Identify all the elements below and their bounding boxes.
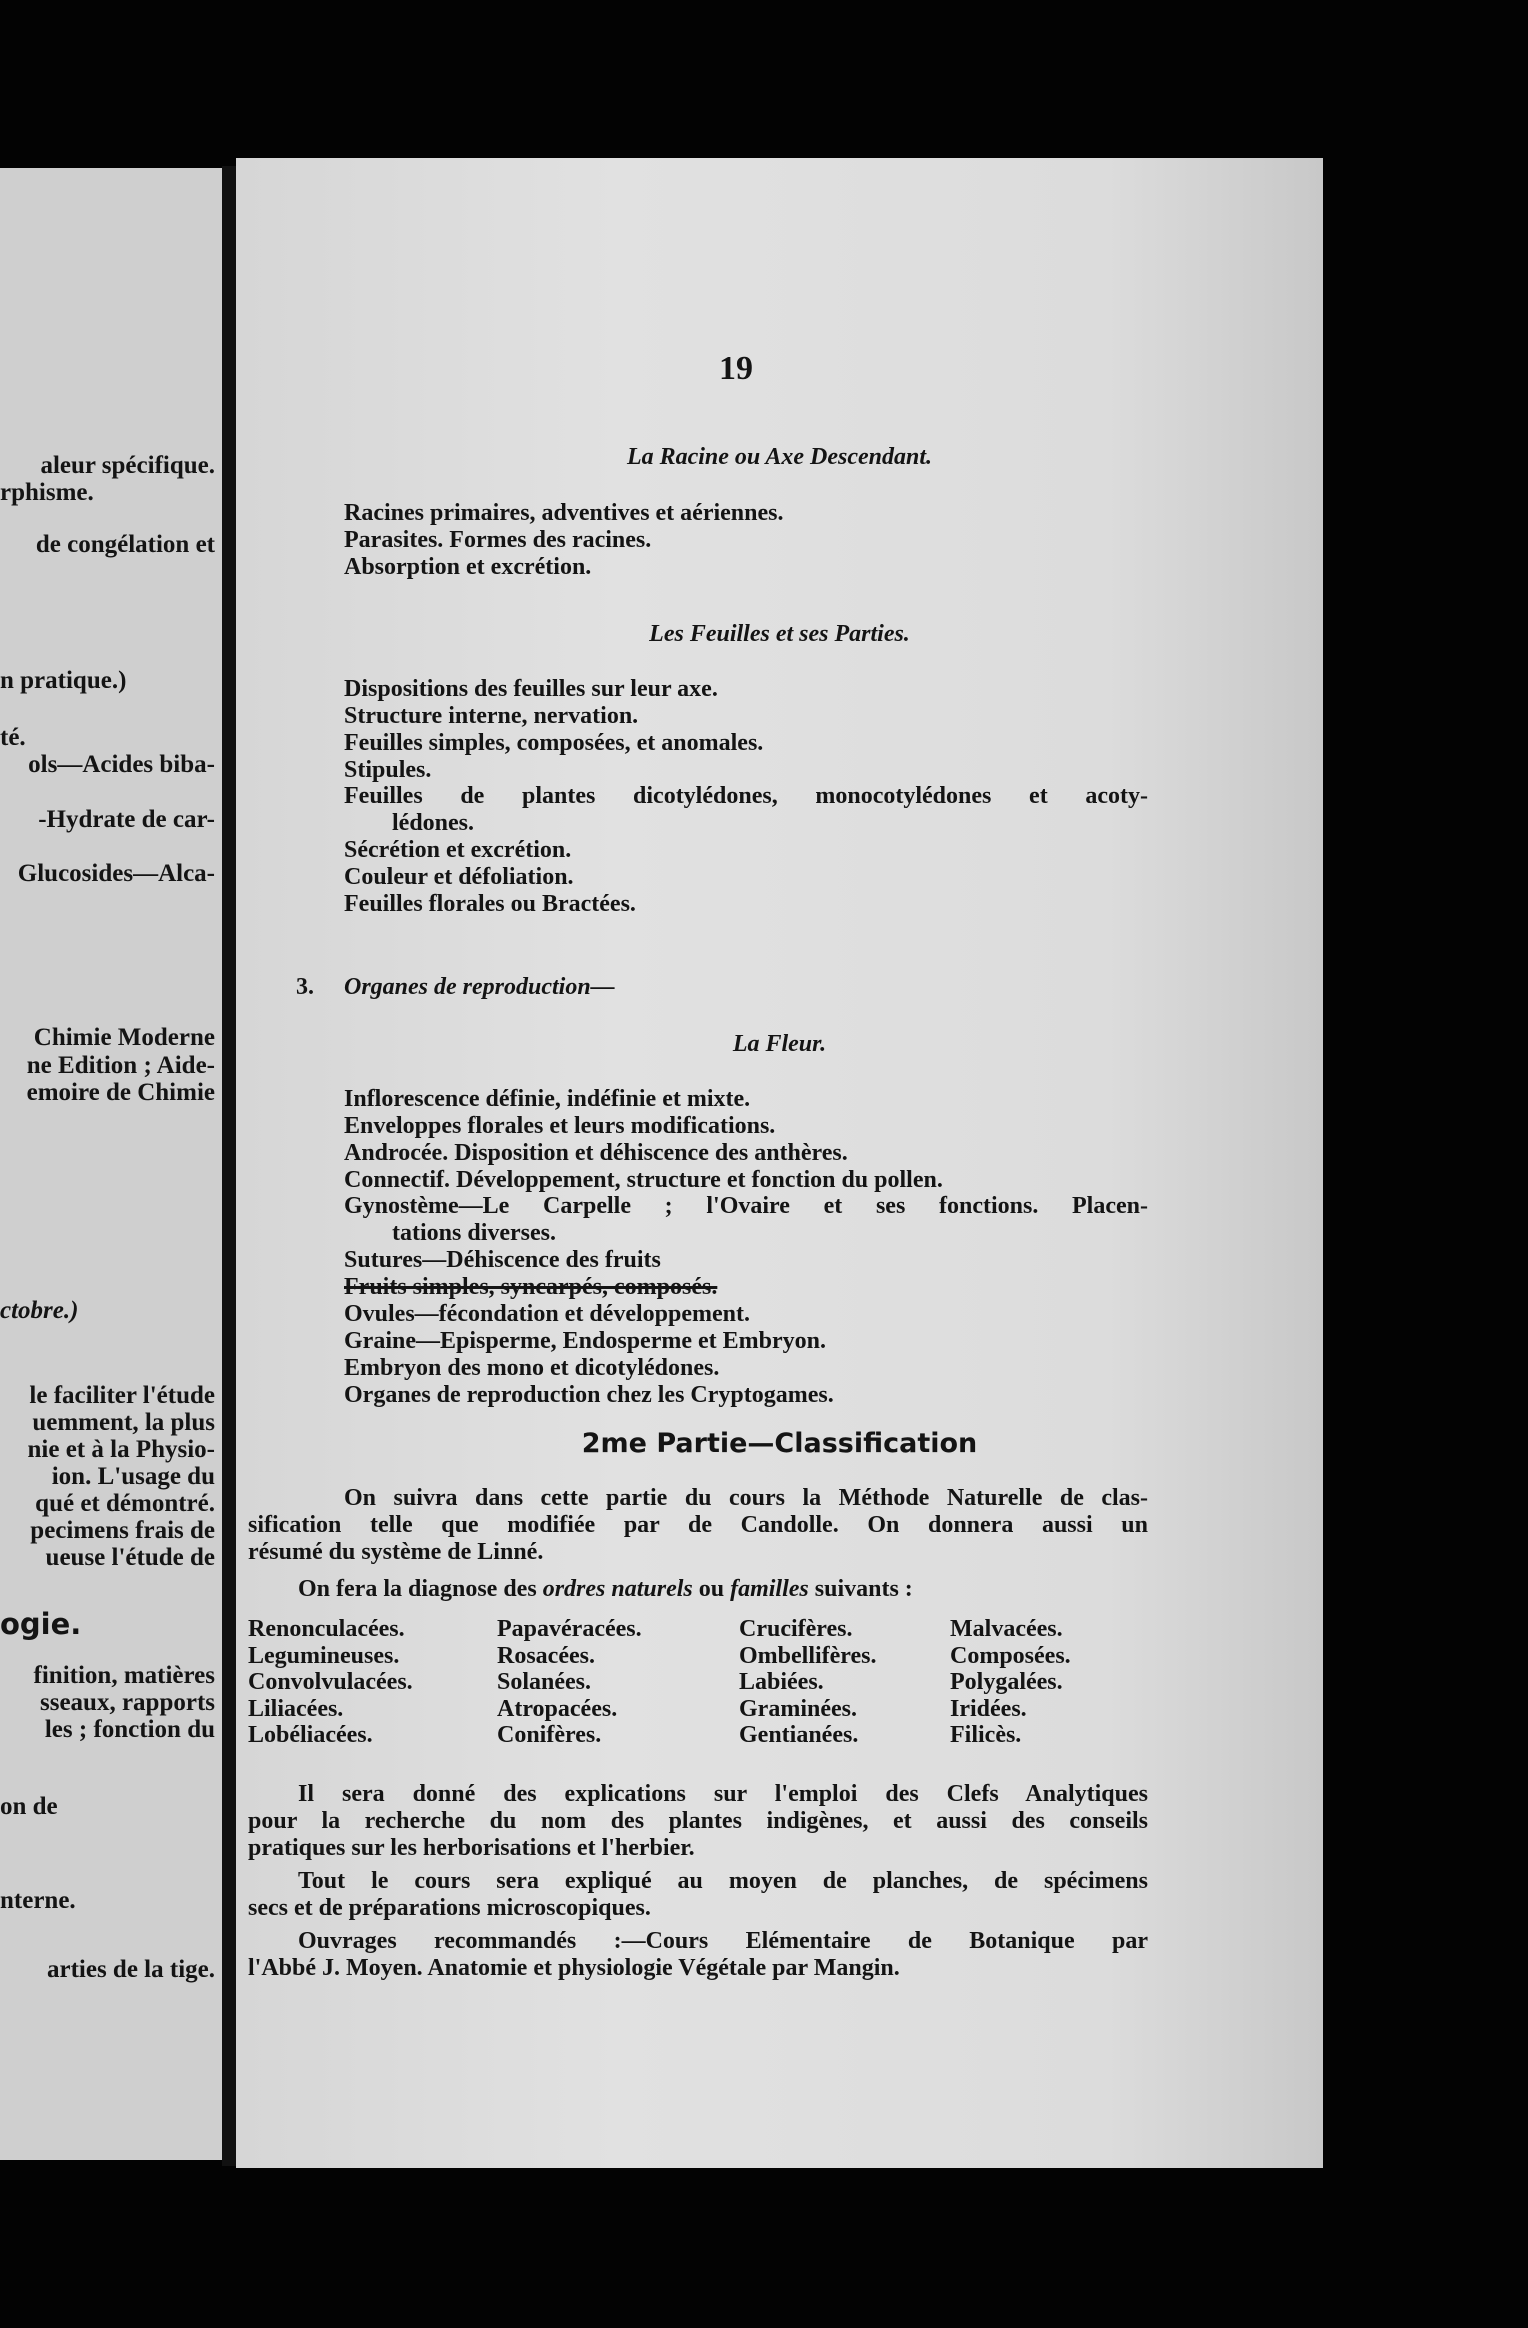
family-column	[497, 1616, 642, 1749]
paragraph-line: secs et de préparations microscopiques.	[248, 1895, 651, 1921]
list-item: Parasites. Formes des racines.	[344, 527, 652, 553]
left-line: on de	[0, 1793, 58, 1820]
section-title-racine: La Racine ou Axe Descendant.	[626, 444, 933, 470]
paragraph-line: résumé du système de Linné.	[248, 1539, 544, 1565]
family-name: Labiées.	[739, 1669, 824, 1696]
list-item: Couleur et défoliation.	[344, 864, 574, 890]
list-item: Stipules.	[344, 757, 432, 783]
section-title-reproduction: Organes de reproduction—	[344, 974, 615, 1000]
paragraph-text: ou	[692, 1576, 731, 1602]
paragraph-line: sification telle que modifiée par de Candolle. On donnera aussi un	[248, 1512, 1148, 1538]
family-name: Solanées.	[497, 1669, 592, 1696]
left-line: pecimens frais de	[30, 1517, 215, 1544]
left-line: nterne.	[0, 1887, 76, 1914]
left-line: qué et démontré.	[35, 1490, 215, 1517]
list-item: Inflorescence définie, indéfinie et mixte.	[344, 1086, 751, 1112]
left-line: Chimie Moderne	[33, 1024, 215, 1051]
family-column	[950, 1616, 1071, 1749]
left-line: emoire de Chimie	[26, 1079, 215, 1106]
family-column	[739, 1616, 877, 1749]
family-name: Rosacées.	[497, 1642, 595, 1669]
paragraph-text: On fera la diagnose des	[298, 1576, 543, 1602]
left-line: ols—Acides biba-	[28, 751, 215, 778]
family-name: Gentianées.	[739, 1722, 859, 1749]
family-name: Composées.	[950, 1642, 1071, 1669]
family-name: Lobéliacées.	[248, 1722, 373, 1749]
family-name: Iridées.	[950, 1695, 1027, 1722]
section-title-feuilles: Les Feuilles et ses Parties.	[649, 621, 910, 647]
paragraph-text: suivants :	[808, 1576, 913, 1602]
paragraph-line: pratiques sur les herborisations et l'herbier.	[248, 1835, 695, 1861]
left-page-fragment	[0, 168, 225, 2160]
list-item: Gynostème—Le Carpelle ; l'Ovaire et ses fonctions. Placen-	[344, 1193, 1148, 1219]
list-item: Androcée. Disposition et déhiscence des anthères.	[344, 1140, 848, 1166]
left-line: n pratique.)	[0, 667, 127, 694]
list-item: Feuilles florales ou Bractées.	[344, 891, 636, 917]
list-item: Sécrétion et excrétion.	[344, 837, 572, 863]
left-line: nie et à la Physio-	[27, 1436, 215, 1463]
family-name: Filicès.	[950, 1722, 1022, 1749]
emphasis: familles	[730, 1576, 809, 1602]
family-name: Legumineuses.	[248, 1642, 400, 1669]
list-item: Organes de reproduction chez les Cryptogames.	[344, 1382, 834, 1408]
paragraph-line: Ouvrages recommandés :—Cours Elémentaire de Botanique par	[298, 1928, 1148, 1954]
section-number: 3.	[296, 974, 314, 1000]
family-name: Graminées.	[739, 1695, 857, 1722]
left-line: ogie.	[0, 1607, 82, 1641]
list-item: Connectif. Développement, structure et fonction du pollen.	[344, 1167, 943, 1193]
left-line: rphisme.	[0, 479, 94, 506]
left-line: Glucosides—Alca-	[17, 860, 215, 887]
left-line: ueuse l'étude de	[45, 1544, 215, 1571]
family-name: Ombellifères.	[739, 1642, 877, 1669]
left-line: aleur spécifique.	[40, 452, 215, 479]
list-item: Ovules—fécondation et développement.	[344, 1301, 750, 1327]
family-name: Malvacées.	[950, 1616, 1063, 1642]
family-column	[248, 1616, 413, 1749]
family-name: Convolvulacées.	[248, 1669, 413, 1696]
left-line: sseaux, rapports	[39, 1689, 215, 1716]
part-heading-classification: 2me Partie—Classification	[581, 1428, 978, 1459]
document-page	[236, 158, 1323, 2168]
family-name: Crucifères.	[739, 1616, 853, 1642]
list-item: Feuilles de plantes dicotylédones, monocotylédones et acoty-	[344, 783, 1148, 809]
emphasis: ordres naturels	[542, 1576, 693, 1602]
left-line: té.	[0, 724, 26, 751]
paragraph-line: pour la recherche du nom des plantes indigènes, et aussi des conseils	[248, 1808, 1148, 1834]
left-line: ne Edition ; Aide-	[26, 1052, 215, 1079]
list-item: Enveloppes florales et leurs modifications.	[344, 1113, 776, 1139]
paragraph-text: On suivra dans cette partie du cours la Méthode Naturelle de clas-	[344, 1485, 1148, 1511]
paragraph-line: l'Abbé J. Moyen. Anatomie et physiologie Végétale par Mangin.	[248, 1955, 900, 1981]
page-gutter	[222, 166, 236, 2166]
left-line: -Hydrate de car-	[38, 806, 215, 833]
family-name: Liliacées.	[248, 1695, 344, 1722]
family-name: Atropacées.	[497, 1695, 618, 1722]
family-name: Conifères.	[497, 1722, 602, 1749]
paragraph-line: Il sera donné des explications sur l'emploi des Clefs Analytiques	[298, 1781, 1148, 1807]
left-line: les ; fonction du	[44, 1716, 215, 1743]
list-item: Feuilles simples, composées, et anomales.	[344, 730, 764, 756]
list-item-continuation: lédones.	[392, 810, 475, 836]
page-number: 19	[719, 350, 753, 387]
list-item: Structure interne, nervation.	[344, 703, 639, 729]
list-item: Absorption et excrétion.	[344, 554, 592, 580]
paragraph-line	[298, 1485, 1148, 1512]
paragraph-line: Tout le cours sera expliqué au moyen de planches, de spécimens	[298, 1868, 1148, 1894]
family-name: Papavéracées.	[497, 1616, 642, 1642]
family-name: Polygalées.	[950, 1669, 1063, 1696]
list-item: Sutures—Déhiscence des fruits	[344, 1247, 661, 1273]
family-name: Renonculacées.	[248, 1616, 405, 1642]
left-line: de congélation et	[35, 531, 215, 558]
left-line: finition, matières	[33, 1662, 215, 1689]
list-item: Graine—Episperme, Endosperme et Embryon.	[344, 1328, 826, 1354]
list-item: Racines primaires, adventives et aériennes.	[344, 500, 784, 526]
list-item: Dispositions des feuilles sur leur axe.	[344, 676, 718, 702]
left-line: ion. L'usage du	[51, 1463, 215, 1490]
list-item-continuation: tations diverses.	[392, 1220, 556, 1246]
left-line: le faciliter l'étude	[29, 1382, 215, 1409]
list-item-struck: Fruits simples, syncarpés, composés.	[344, 1274, 718, 1300]
left-line: uemment, la plus	[32, 1409, 215, 1436]
left-line: ctobre.)	[0, 1297, 79, 1324]
left-line: arties de la tige.	[46, 1956, 215, 1983]
subsection-title-fleur: La Fleur.	[732, 1031, 827, 1057]
paragraph-line	[298, 1576, 913, 1603]
list-item: Embryon des mono et dicotylédones.	[344, 1355, 720, 1381]
